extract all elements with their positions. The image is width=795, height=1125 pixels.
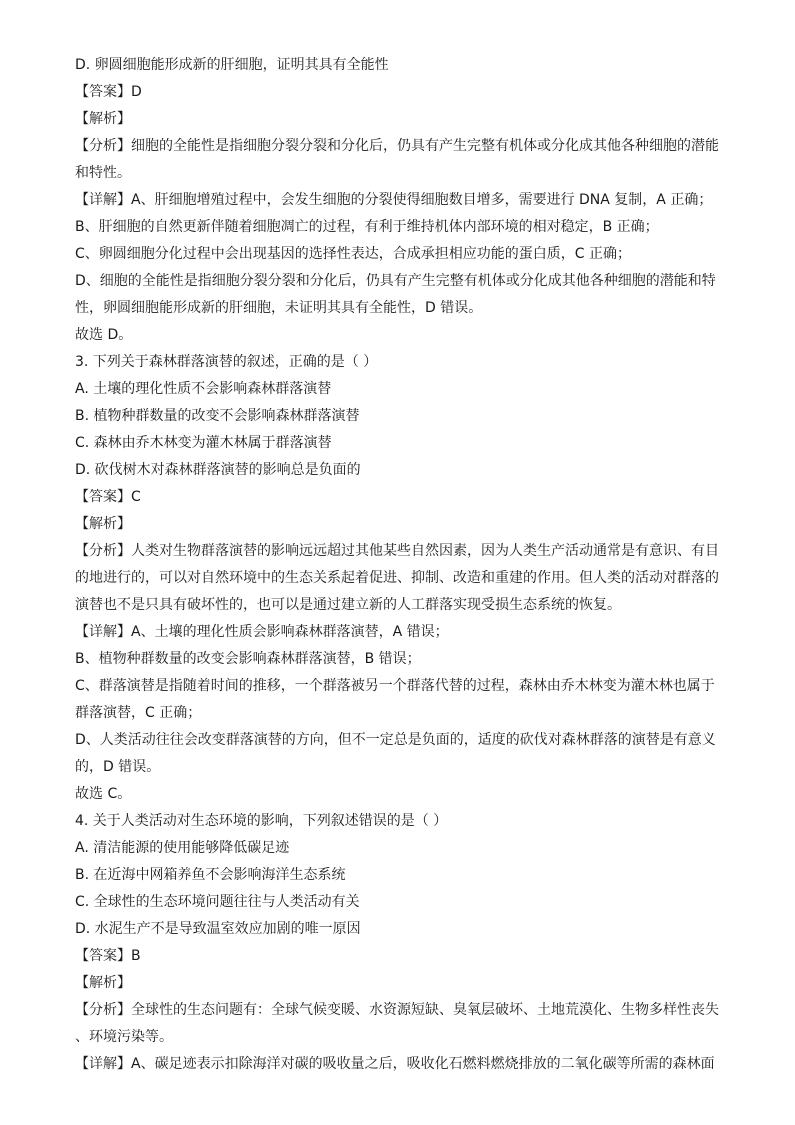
- text-line: 群落演替，C 正确；: [75, 705, 202, 721]
- text-line: 【答案】B: [75, 948, 141, 964]
- text-line: 【答案】D: [75, 84, 142, 100]
- text-line: A. 土壤的理化性质不会影响森林群落演替: [75, 381, 332, 397]
- text-line: D. 砍伐树木对森林群落演替的影响总是负面的: [75, 462, 361, 478]
- text-line: 【答案】C: [75, 489, 141, 505]
- text-line: B、肝细胞的自然更新伴随着细胞凋亡的过程，有利于维持机体内部环境的相对稳定，B 正确；: [75, 219, 659, 235]
- text-line: 的地进行的，可以对自然环境中的生态关系起着促进、抑制、改造和重建的作用。但人类的活动对群落的: [75, 570, 719, 586]
- text-line: C、群落演替是指随着时间的推移，一个群落被另一个群落代替的过程，森林由乔木林变为灌木林也属于: [75, 678, 715, 694]
- text-line: 【解析】: [75, 516, 131, 532]
- text-line: 【解析】: [75, 975, 131, 991]
- text-line: B、植物种群数量的改变会影响森林群落演替，B 错误；: [75, 651, 421, 667]
- text-line: A. 清洁能源的使用能够降低碳足迹: [75, 840, 290, 856]
- text-line: 和特性。: [75, 165, 131, 181]
- text-line: D. 水泥生产不是导致温室效应加剧的唯一原因: [75, 921, 361, 937]
- text-line: D、细胞的全能性是指细胞分裂分裂和分化后，仍具有产生完整有机体或分化成其他各种细胞的潜能和特: [75, 273, 716, 289]
- text-line: 4. 关于人类活动对生态环境的影响，下列叙述错误的是（ ）: [75, 813, 448, 829]
- text-line: 【分析】全球性的生态问题有：全球气候变暖、水资源短缺、臭氧层破坏、土地荒漠化、生物多样性丧失: [75, 1002, 719, 1018]
- text-line: 【详解】A、碳足迹表示扣除海洋对碳的吸收量之后，吸收化石燃料燃烧排放的二氧化碳等所需的森林面: [75, 1056, 715, 1072]
- text-line: 的，D 错误。: [75, 759, 161, 775]
- text-line: 故选 C。: [75, 786, 132, 802]
- text-line: 3. 下列关于森林群落演替的叙述，正确的是（ ）: [75, 354, 378, 370]
- text-line: C. 森林由乔木林变为灌木林属于群落演替: [75, 435, 332, 451]
- text-line: 性，卵圆细胞能形成新的肝细胞，未证明其具有全能性，D 错误。: [75, 300, 483, 316]
- text-line: 演替也不是只具有破坏性的，也可以是通过建立新的人工群落实现受损生态系统的恢复。: [75, 597, 621, 613]
- text-line: C. 全球性的生态环境问题往往与人类活动有关: [75, 894, 360, 910]
- text-line: B. 植物种群数量的改变不会影响森林群落演替: [75, 408, 360, 424]
- text-line: 故选 D。: [75, 327, 133, 343]
- text-line: C、卵圆细胞分化过程中会出现基因的选择性表达，合成承担相应功能的蛋白质，C 正确；: [75, 246, 631, 262]
- text-line: B. 在近海中网箱养鱼不会影响海洋生态系统: [75, 867, 346, 883]
- text-line: 【解析】: [75, 111, 131, 127]
- text-line: 【详解】A、肝细胞增殖过程中，会发生细胞的分裂使得细胞数目增多，需要进行 DNA 复制，A 正确；: [75, 192, 713, 208]
- text-line: 【分析】细胞的全能性是指细胞分裂分裂和分化后，仍具有产生完整有机体或分化成其他各种细胞的潜能: [75, 138, 719, 154]
- text-line: D. 卵圆细胞能形成新的肝细胞，证明其具有全能性: [75, 57, 389, 73]
- text-line: D、人类活动往往会改变群落演替的方向，但不一定总是负面的，适度的砍伐对森林群落的演替是有意义: [75, 732, 716, 748]
- text-line: 、环境污染等。: [75, 1029, 173, 1045]
- text-line: 【分析】人类对生物群落演替的影响远远超过其他某些自然因素，因为人类生产活动通常是有意识、有目: [75, 543, 719, 559]
- text-line: 【详解】A、土壤的理化性质会影响森林群落演替，A 错误；: [75, 624, 449, 640]
